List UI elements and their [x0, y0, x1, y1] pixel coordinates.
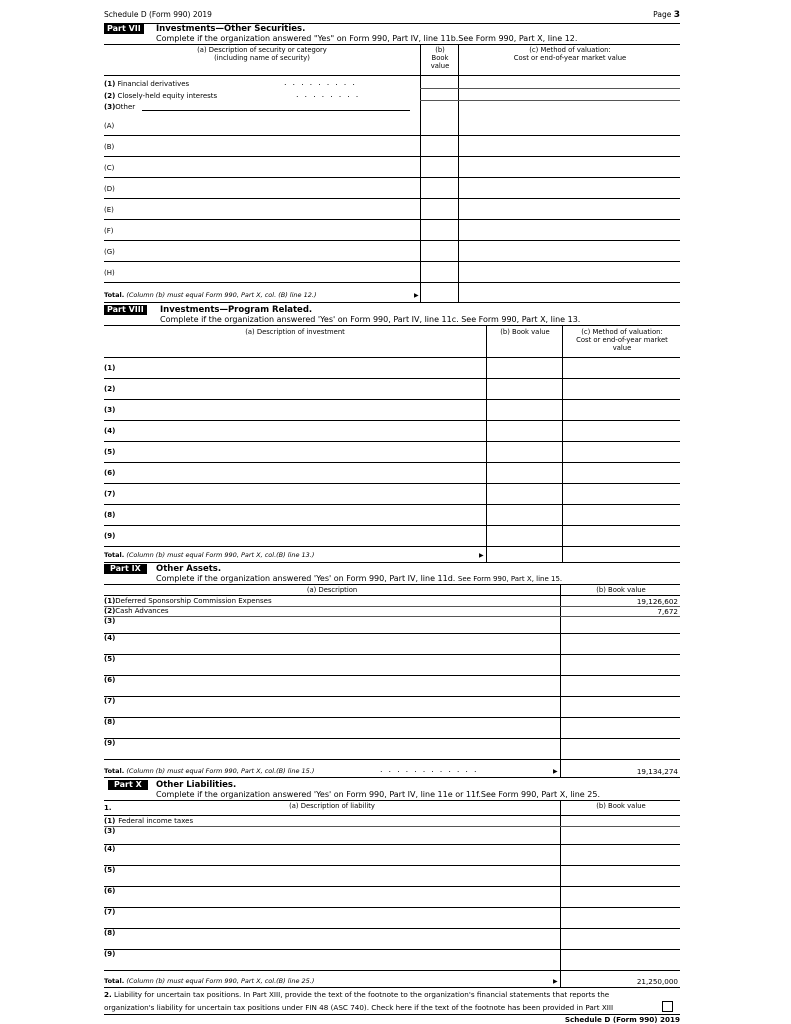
- part-vii-tag: Part VII: [104, 24, 144, 34]
- arrow-icon: ▶: [479, 552, 484, 559]
- part-ix-row-value: 19,126,602: [636, 597, 678, 606]
- part-ix-total-value: 19,134,274: [636, 767, 678, 776]
- part-x-row: (9): [104, 950, 116, 958]
- part-viii-col-a: (a) Description of investment: [245, 328, 345, 336]
- part-ix-section: Part IX Other Assets. Complete if the organization answered 'Yes' on Form 990, Part IV, line 11d. See Form 990, Part X, line 15. (a) Description (b) Book value (1)Deferred Sponsorship Commission Expenses 19,126,602 (2)Cash Advances 7,672 (3) (4) (5) (6) (7) (8) (9) Total. (Column (b) must equal Form 990, Part X, col.(B) line 15.) ............ ▶ 19,134,274: [104, 564, 678, 776]
- part-vii-row-2: (2) Closely-held equity interests: [104, 92, 218, 100]
- part-x-row: (1) Federal income taxes: [104, 817, 194, 825]
- arrow-icon: ▶: [414, 292, 419, 299]
- part-viii-row: (2): [104, 385, 116, 393]
- part-ix-row: (2)Cash Advances: [104, 607, 169, 615]
- part-vii-letter-row: (H): [104, 269, 115, 277]
- part-viii-row: (6): [104, 469, 116, 477]
- part-x-line-2b: organization's liability for uncertain tax positions under FIN 48 (ASC 740). Check here if the text of the footnote has been provided in Part XIII: [104, 1003, 614, 1012]
- part-vii-title: Investments—Other Securities.: [156, 24, 306, 34]
- part-ix-row: (4): [104, 634, 116, 642]
- part-viii-row: (7): [104, 490, 116, 498]
- part-vii-letter-row: (A): [104, 122, 115, 130]
- part-viii-row: (1): [104, 364, 116, 372]
- form-name: Schedule D (Form 990) 2019: [104, 10, 212, 19]
- part-viii-row: (9): [104, 532, 116, 540]
- part-x-row: (8): [104, 929, 116, 937]
- part-x-col-a: (a) Description of liability: [289, 802, 375, 810]
- arrow-icon: ▶: [553, 978, 558, 985]
- part-ix-total: Total. (Column (b) must equal Form 990, Part X, col.(B) line 15.): [104, 767, 315, 775]
- page-header: [104, 10, 680, 24]
- part-ix-col-b: (b) Book value: [596, 586, 646, 594]
- part-ix-title: Other Assets.: [156, 564, 222, 574]
- part-x-subtitle: Complete if the organization answered 'Yes' on Form 990, Part IV, line 11e or 11f.See Form 990, Part X, line 25.: [156, 790, 600, 799]
- part-x-line-2a: 2. Liability for uncertain tax positions. In Part XIII, provide the text of the footnote to the organization's financial statements that reports the: [104, 990, 610, 999]
- part-viii-subtitle: Complete if the organization answered 'Yes' on Form 990, Part IV, line 11c. See Form 990, Part X, line 13.: [160, 315, 581, 324]
- part-viii-total: Total. (Column (b) must equal Form 990, Part X, col.(B) line 13.): [104, 551, 315, 559]
- part-x-row: (5): [104, 866, 116, 874]
- part-viii-col-c: (c) Method of valuation: Cost or end-of-year market value: [576, 328, 668, 352]
- part-ix-row-value: 7,672: [657, 607, 678, 616]
- part-viii-row: (5): [104, 448, 116, 456]
- part-x-row: (3): [104, 827, 116, 835]
- part-vii-letter-row: (E): [104, 206, 114, 214]
- part-vii-row-1: (1) Financial derivatives: [104, 80, 190, 88]
- part-vii-total: Total. (Column (b) must equal Form 990, Part X, col. (B) line 12.): [104, 291, 317, 299]
- part-ix-row: (5): [104, 655, 116, 663]
- arrow-icon: ▶: [553, 768, 558, 775]
- part-ix-col-a: (a) Description: [306, 586, 358, 594]
- part-vii-col-a: (a) Description of security or category (including name of security): [197, 46, 327, 62]
- part-viii-row: (8): [104, 511, 116, 519]
- fin48-checkbox[interactable]: [662, 1001, 673, 1012]
- part-x-row: (4): [104, 845, 116, 853]
- part-ix-row: (1)Deferred Sponsorship Commission Expenses: [104, 597, 272, 605]
- part-x-col-b: (b) Book value: [596, 802, 646, 810]
- part-ix-row: (9): [104, 739, 116, 747]
- part-vii-letter-row: (D): [104, 185, 115, 193]
- part-x-total: Total. (Column (b) must equal Form 990, Part X, col.(B) line 25.): [104, 977, 315, 985]
- part-viii-col-b: (b) Book value: [500, 328, 550, 336]
- page-number: Page 3: [653, 10, 680, 20]
- part-x-line-1: 1.: [104, 804, 112, 812]
- part-ix-tag: Part IX: [104, 564, 147, 574]
- part-vii-section: Part VII Investments—Other Securities. Complete if the organization answered "Yes" on Form 990, Part IV, line 11b.See Form 990, Part X, line 12. (a) Description of security or category (including name of security) (b) Book value (c) Method of valuation: Cost or end-of-year market value (1) Financial derivatives ......... (2) Closely-held equity interests ........ (3)Other (A) (B) (C) (D) (E) (F) (G) (H) Total. (Column (b) must equal Form 990, Part X, col. (B) line 12.) ▶: [104, 23, 680, 303]
- part-viii-tag: Part VIII: [104, 305, 147, 315]
- part-x-tag: Part X: [108, 780, 148, 790]
- part-viii-section: [104, 303, 680, 563]
- part-viii-row: (3): [104, 406, 116, 414]
- part-ix-row: (6): [104, 676, 116, 684]
- part-x-section: [104, 778, 680, 1024]
- part-vii-col-c: (c) Method of valuation: Cost or end-of-year market value: [513, 46, 627, 62]
- part-ix-subtitle: Complete if the organization answered 'Yes' on Form 990, Part IV, line 11d. See Form 990, Part X, line 15.: [156, 574, 563, 583]
- part-vii-letter-row: (G): [104, 248, 115, 256]
- part-ix-row: (7): [104, 697, 116, 705]
- part-viii-title: Investments—Program Related.: [160, 305, 313, 315]
- footer-form-name: Schedule D (Form 990) 2019: [564, 1015, 680, 1024]
- part-x-row: (6): [104, 887, 116, 895]
- part-vii-row-3: (3)Other: [104, 103, 136, 111]
- part-x-total-value: 21,250,000: [636, 977, 678, 986]
- part-x-row: (7): [104, 908, 116, 916]
- part-x-title: Other Liabilities.: [156, 780, 237, 790]
- part-ix-row: (3): [104, 617, 116, 625]
- part-vii-letter-row: (B): [104, 143, 115, 151]
- part-vii-letter-row: (F): [104, 227, 114, 235]
- part-vii-letter-row: (C): [104, 164, 115, 172]
- part-viii-row: (4): [104, 427, 116, 435]
- part-vii-col-b: (b) Book value: [430, 46, 450, 70]
- part-ix-row: (8): [104, 718, 116, 726]
- part-vii-subtitle: Complete if the organization answered "Yes" on Form 990, Part IV, line 11b.See Form 990, Part X, line 12.: [156, 34, 578, 43]
